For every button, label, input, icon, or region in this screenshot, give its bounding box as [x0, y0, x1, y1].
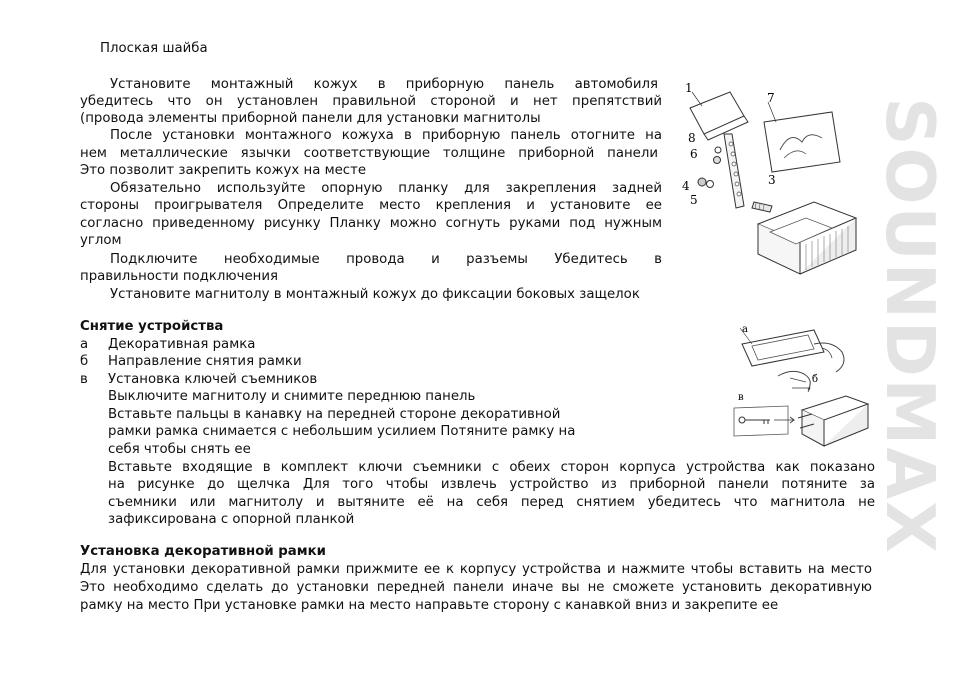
removal-line: на рисунке до щелчка Для того чтобы извлечь устройство из приборной панели потяните за [108, 477, 875, 492]
install-line: Подключите необходимые провода и разъемы Убедитесь в [110, 252, 662, 267]
install-line: стороны проигрывателя Определите место крепления и установите ее [80, 198, 662, 213]
diagram-label: а [742, 324, 748, 335]
diagram-label: 6 [690, 147, 698, 161]
brand-logo [871, 36, 949, 616]
install-line: углом [80, 233, 122, 248]
frame-heading: Установка декоративной рамки [80, 544, 326, 559]
install-line: (провода элементы приборной панели для установки магнитолы [80, 111, 541, 126]
install-line: Установите магнитолу в монтажный кожух до фиксации боковых защелок [110, 287, 640, 302]
washer-caption: Плоская шайба [100, 41, 208, 56]
diagram-label: 1 [685, 81, 693, 95]
removal-item-letter: в [80, 372, 88, 387]
removal-line: рамки рамка снимается с небольшим усилием Потяните рамку на [108, 424, 576, 439]
diagram-label: 3 [768, 173, 776, 187]
install-line: После установки монтажного кожуха в приборную панель отогните на [110, 128, 662, 143]
diagram-label: 5 [690, 193, 698, 207]
install-line: правильности подключения [80, 269, 278, 284]
diagram-label: 4 [682, 179, 690, 193]
frame-line: Это необходимо сделать до установки передней панели иначе вы не сможете установить декоративную [80, 580, 872, 595]
install-line: Обязательно используйте опорную планку для закрепления задней [110, 181, 662, 196]
removal-item-letter: б [80, 354, 89, 369]
frame-line: Для установки декоративной рамки прижмите ее к корпусу устройства и нажмите чтобы вставить на место [80, 562, 872, 577]
install-line: убедитесь что он установлен правильной стороной и нет препятствий [80, 94, 662, 109]
removal-diagram [728, 322, 878, 458]
removal-line: зафиксирована с опорной планкой [108, 512, 355, 527]
removal-item-text: Декоративная рамка [108, 337, 256, 352]
install-line: Это позволит закрепить кожух на месте [80, 163, 367, 178]
install-line: нем металлические язычки соответствующие толщине приборной панели [80, 146, 658, 161]
mounting-diagram [672, 78, 872, 288]
removal-item-text: Направление снятия рамки [108, 354, 302, 369]
diagram-label: в [738, 392, 744, 403]
removal-line: Выключите магнитолу и снимите переднюю панель [108, 389, 476, 404]
removal-line: себя чтобы снять ее [108, 442, 251, 457]
diagram-label: 8 [688, 131, 696, 145]
removal-line: съемники или магнитолу и вытяните её на себя перед снятием убедитесь что магнитола не [108, 495, 875, 510]
removal-item-text: Установка ключей съемников [108, 372, 318, 387]
brand-logo-text: SOUNDMAX [871, 97, 949, 555]
diagram-label: б [812, 374, 819, 385]
removal-item-letter: а [80, 337, 89, 352]
install-line: Установите монтажный кожух в приборную панель автомобиля [110, 77, 658, 92]
frame-line: рамку на место При установке рамки на место направьте сторону с канавкой вниз и закрепите ее [80, 598, 779, 613]
removal-heading: Снятие устройства [80, 319, 224, 334]
removal-line: Вставьте входящие в комплект ключи съемники с обеих сторон корпуса устройства как показано [108, 460, 875, 475]
diagram-label: 7 [767, 91, 775, 105]
removal-line: Вставьте пальцы в канавку на передней стороне декоративной [108, 407, 561, 422]
install-line: согласно приведенному рисунку Планку можно согнуть руками под нужным [80, 216, 662, 231]
